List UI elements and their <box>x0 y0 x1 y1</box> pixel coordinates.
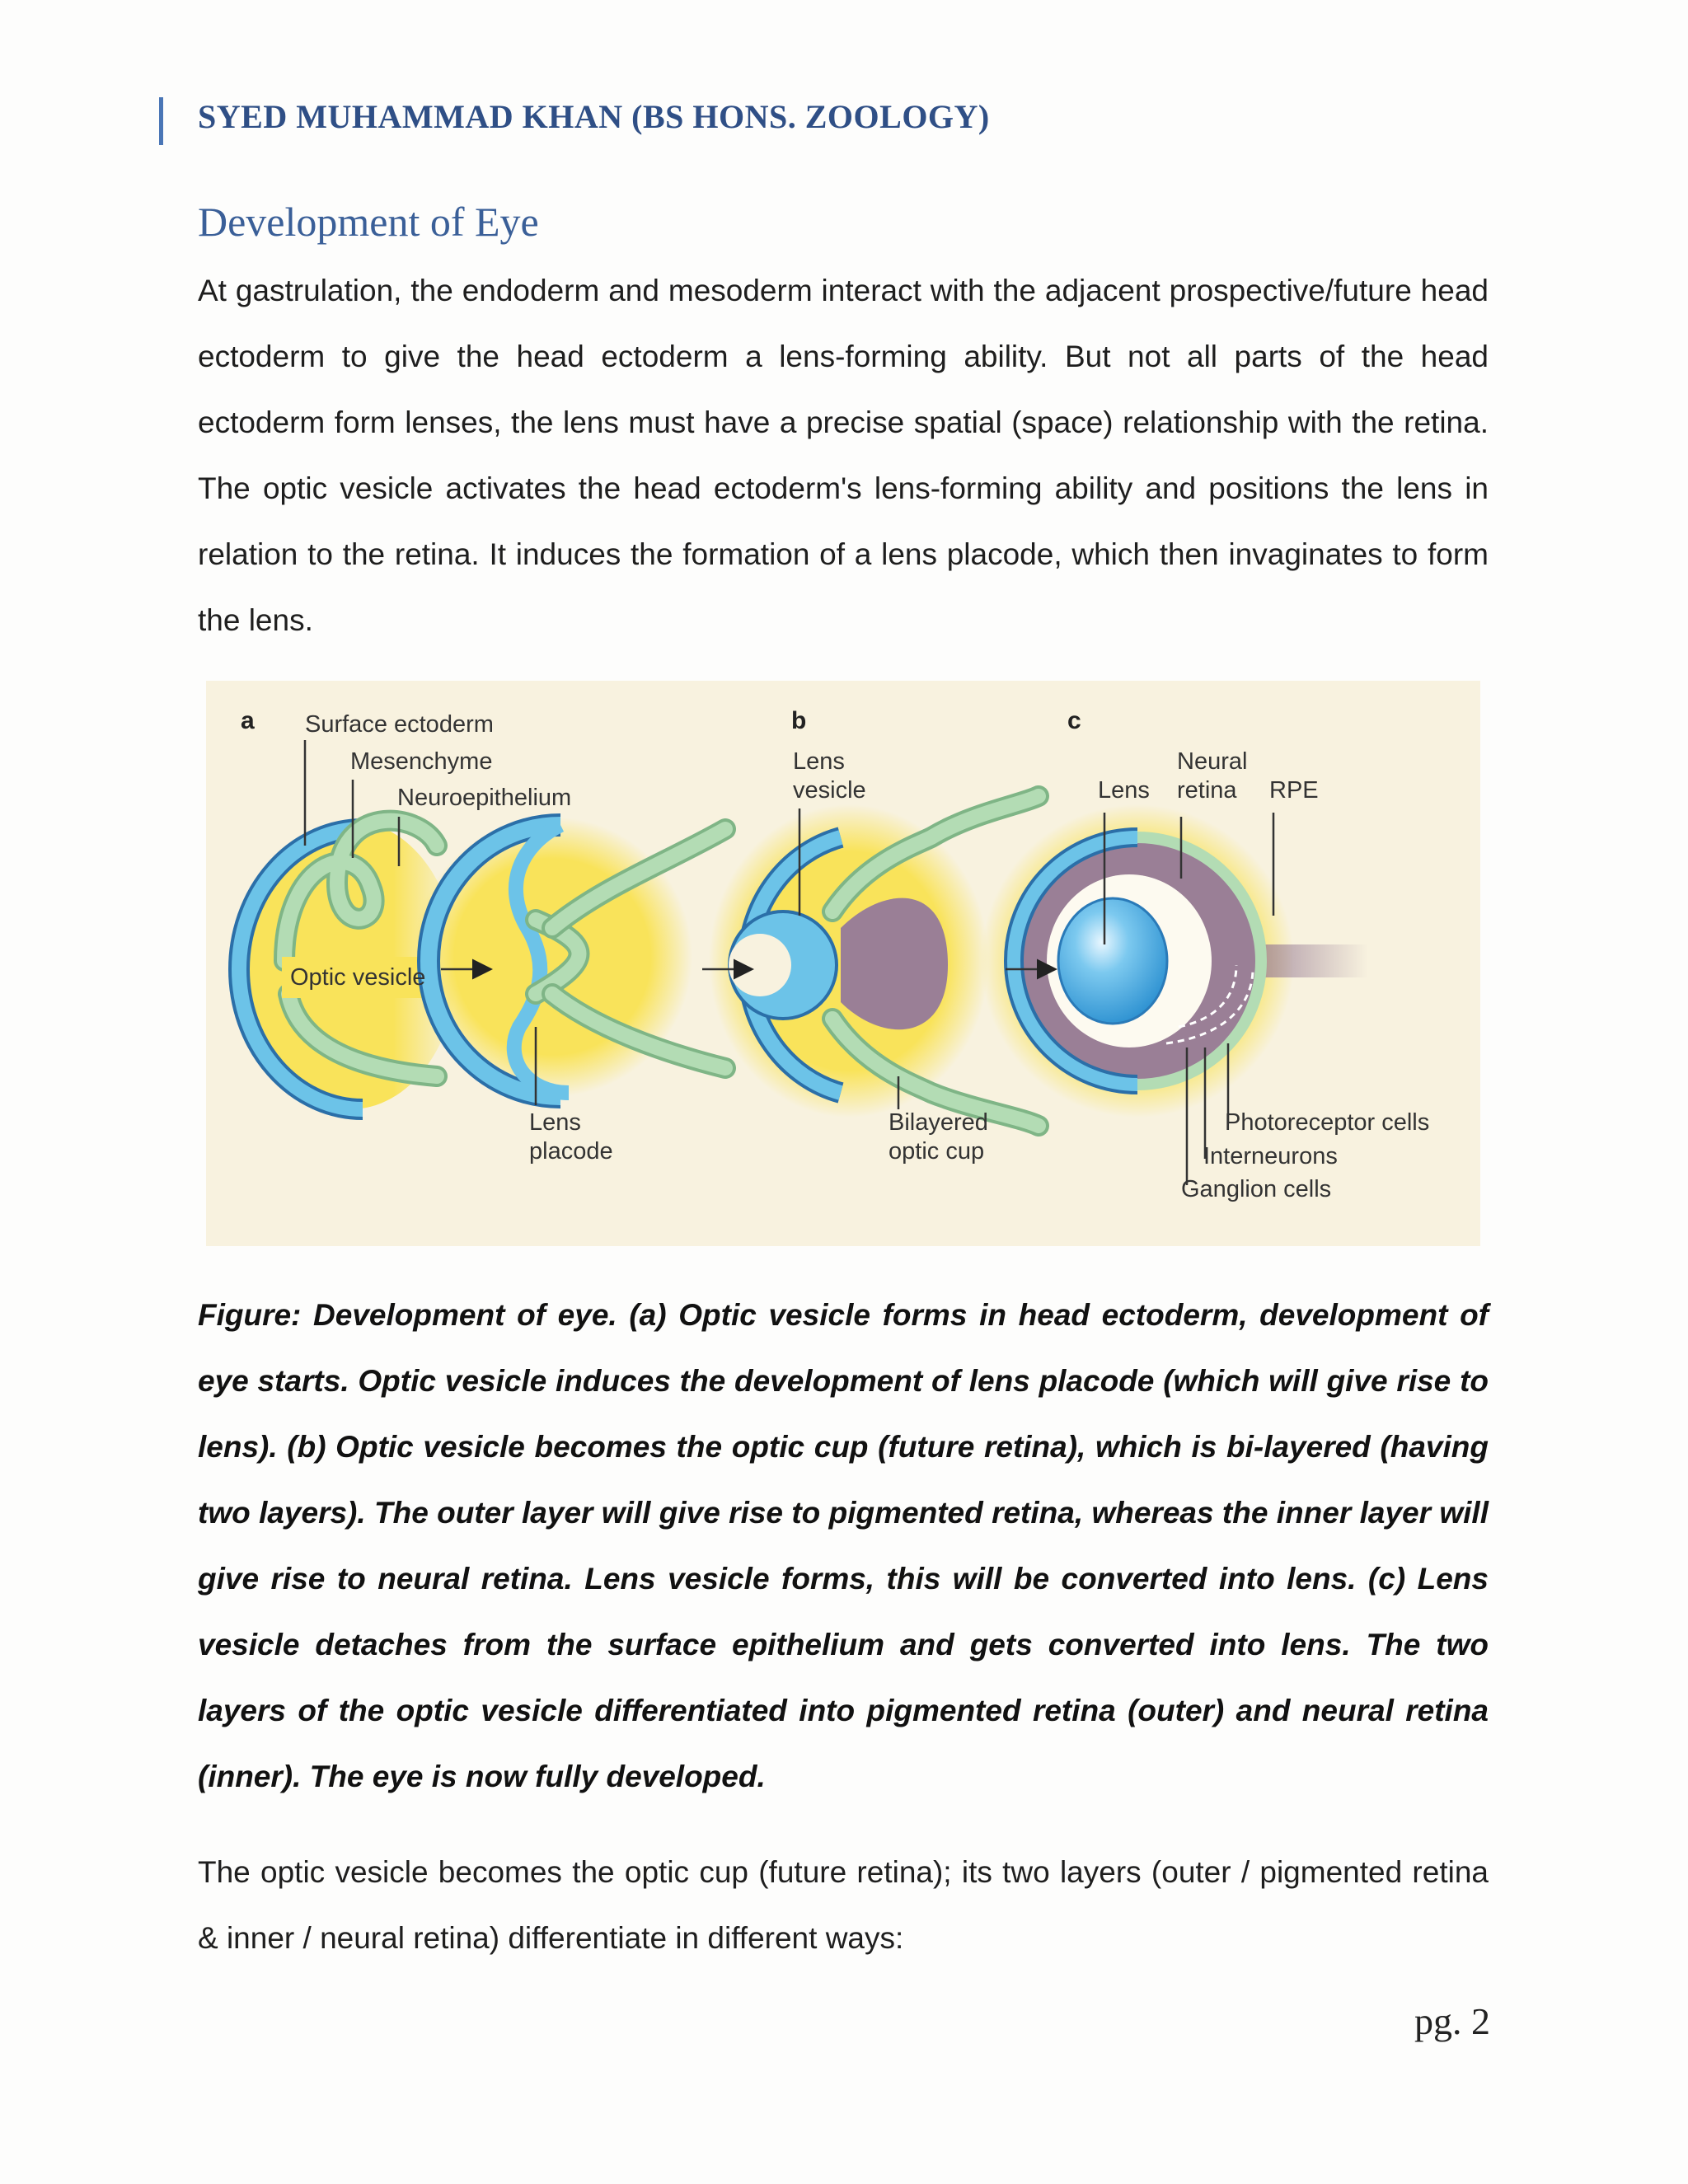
label-lens-vesicle-2: vesicle <box>793 777 866 804</box>
figure-caption: Figure: Development of eye. (a) Optic vesicle forms in head ectoderm, development of eye starts. Optic vesicle induces the development of lens placode (which will give rise to lens). (b) Optic vesicle becomes the optic cup (future retina), which is bi-layered (having two layers). The outer layer will give rise to pigmented retina, whereas the inner layer will give rise to neural retina. Lens vesicle forms, this will be converted into lens. (c) Lens vesicle detaches from the surface epithelium and gets converted into lens. The two layers of the optic vesicle differentiated into pigmented retina (outer) and neural retina (inner). The eye is now fully developed. <box>198 1298 1489 1793</box>
label-photoreceptor: Photoreceptor cells <box>1225 1109 1430 1136</box>
label-surface-ectoderm: Surface ectoderm <box>305 711 494 738</box>
label-neural-retina-2: retina <box>1177 777 1237 804</box>
intro-paragraph: At gastrulation, the endoderm and mesoderm interact with the adjacent prospective/future head ectoderm to give the head ectoderm a lens-forming ability. But not all parts of the head ectoderm form lenses, the lens must have a precise spatial (space) relationship with the retina. The optic vesicle activates the head ectoderm's lens-forming ability and positions the lens in relation to the retina. It induces the formation of a lens placode, which then invaginates to form the lens. <box>198 274 1489 637</box>
header-rule <box>159 97 163 145</box>
panel-label-b: b <box>791 707 807 734</box>
label-lens-placode-2: placode <box>529 1138 613 1165</box>
label-rpe: RPE <box>1269 777 1319 804</box>
eye-development-figure <box>206 681 1480 1246</box>
label-neural-retina-1: Neural <box>1177 748 1248 775</box>
label-neuroepithelium: Neuroepithelium <box>397 785 572 811</box>
label-lens: Lens <box>1098 777 1150 804</box>
panel-c-drawing <box>981 804 1368 1118</box>
label-lens-vesicle-1: Lens <box>793 748 845 775</box>
page-number: pg. 2 <box>1414 2000 1490 2042</box>
label-optic-vesicle: Optic vesicle <box>290 964 426 991</box>
label-lens-placode-1: Lens <box>529 1109 581 1136</box>
panel-label-c: c <box>1067 707 1081 734</box>
panel-a2-drawing <box>412 817 725 1097</box>
section-title: Development of Eye <box>198 199 539 245</box>
label-bilayered-1: Bilayered <box>889 1109 988 1136</box>
label-bilayered-2: optic cup <box>889 1138 985 1165</box>
figure-svg <box>206 681 1480 1246</box>
label-interneurons: Interneurons <box>1203 1143 1338 1169</box>
author-header: SYED MUHAMMAD KHAN (BS HONS. ZOOLOGY) <box>198 98 990 135</box>
label-ganglion: Ganglion cells <box>1181 1176 1332 1202</box>
label-mesenchyme: Mesenchyme <box>350 748 493 775</box>
panel-label-a: a <box>241 707 255 734</box>
closing-paragraph: The optic vesicle becomes the optic cup (future retina); its two layers (outer / pigmented retina & inner / neural retina) differentiate in different ways: <box>198 1855 1489 1955</box>
